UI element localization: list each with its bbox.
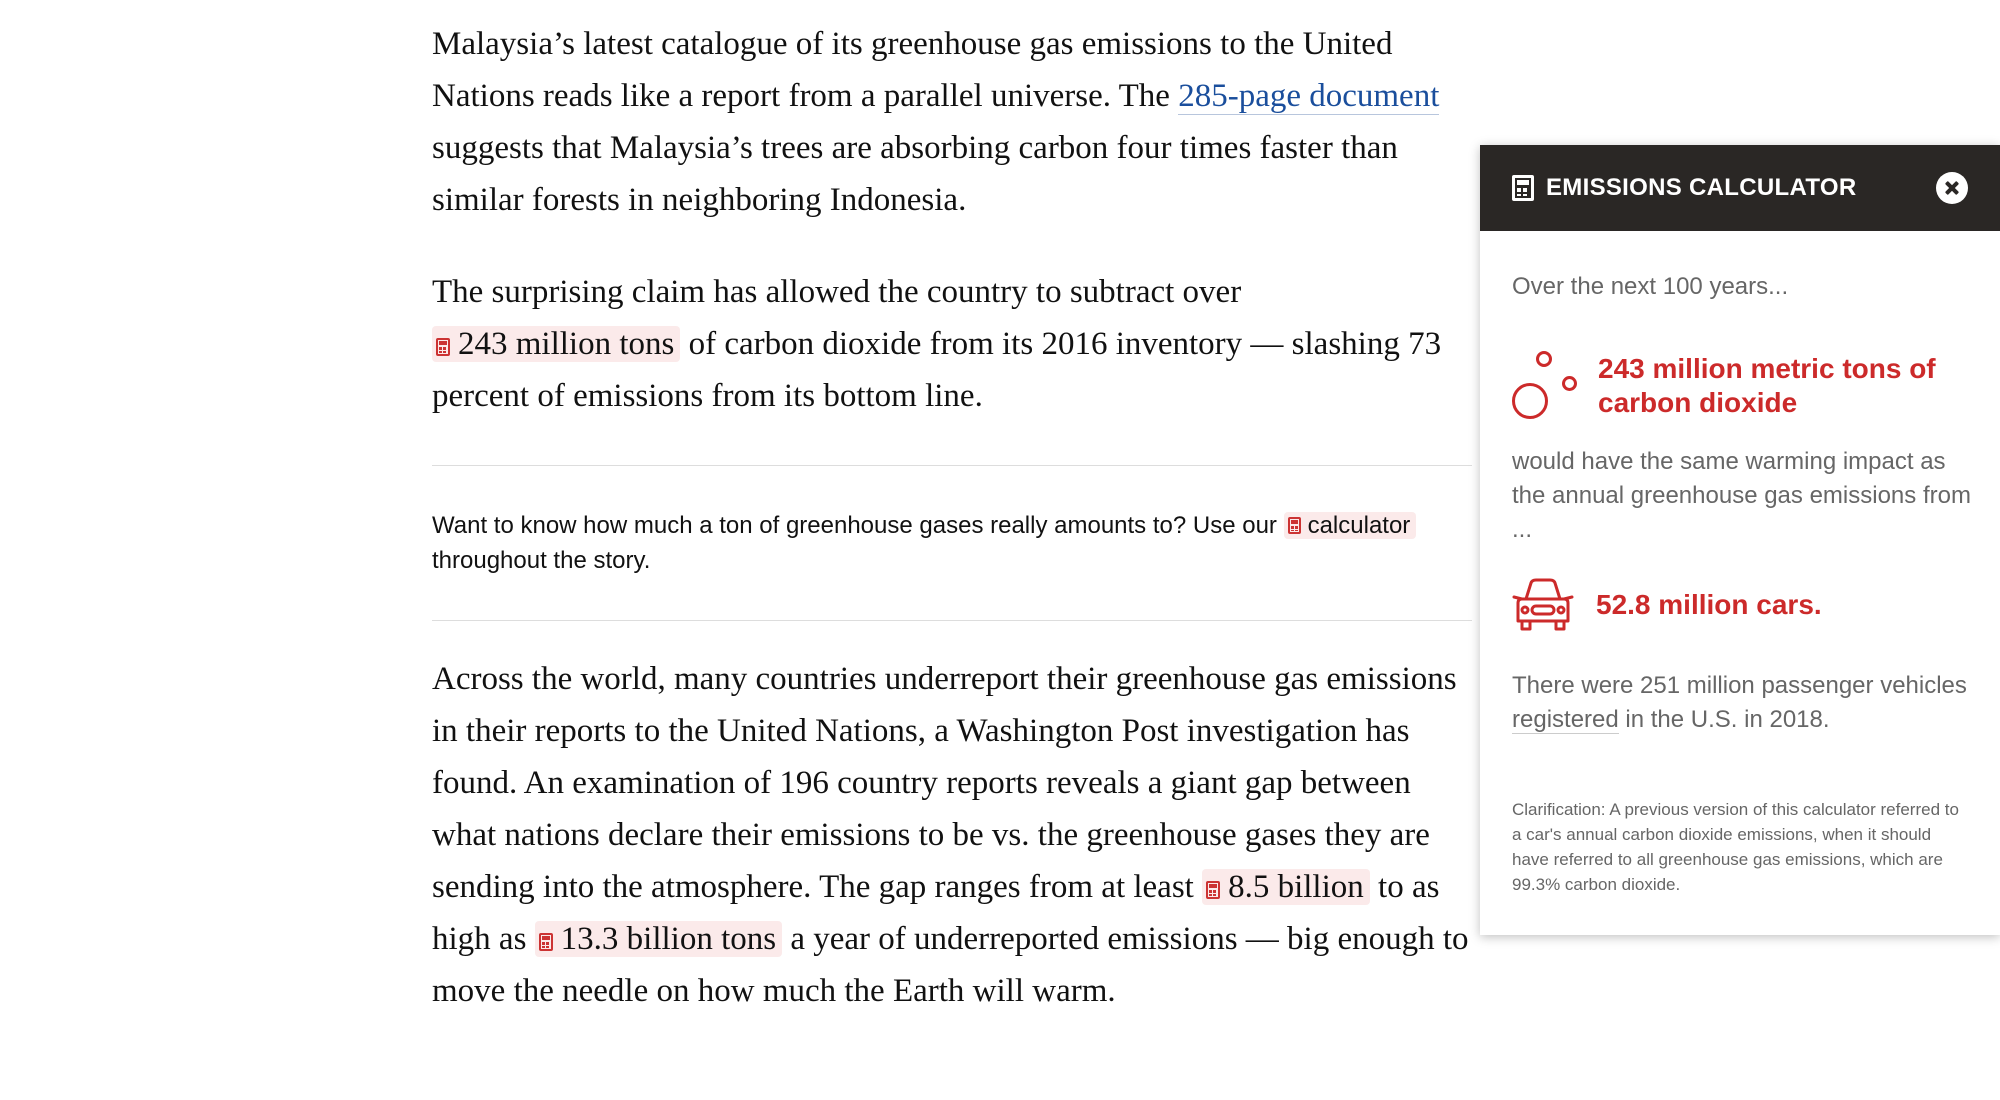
calculator-intro: Over the next 100 years...: [1512, 273, 1789, 300]
calculator-icon: [539, 933, 553, 951]
calculator-chip-243-million[interactable]: [432, 326, 680, 362]
calculator-chip-label: calculator: [1307, 512, 1411, 539]
registered-link[interactable]: registered: [1512, 706, 1619, 733]
close-button[interactable]: [1936, 172, 1968, 204]
document-link[interactable]: 285-page document: [1178, 78, 1440, 114]
calculator-icon: [1288, 517, 1301, 534]
promo-text-b: throughout the story.: [432, 547, 651, 574]
calculator-chip-label: 13.3 billion tons: [560, 921, 777, 957]
bubbles-icon: [1512, 351, 1576, 421]
paragraph-1: [432, 18, 1472, 226]
paragraph-3: [432, 653, 1472, 1017]
calculator-icon: [1512, 175, 1534, 201]
panel-title: EMISSIONS CALCULATOR: [1546, 174, 1857, 201]
emissions-calculator-panel: [1480, 145, 2000, 935]
equivalence-text: would have the same warming impact as the annual greenhouse gas emissions from ...: [1512, 448, 1971, 543]
context-text-a: There were 251 million passenger vehicles: [1512, 672, 1967, 699]
calculator-chip-promo[interactable]: [1284, 512, 1417, 539]
paragraph-2-text-b: of carbon dioxide from its 2016 inventory — slashing 73 percent of emissions from its bottom line.: [432, 326, 1442, 414]
paragraph-1-text-b: suggests that Malaysia’s trees are absorbing carbon four times faster than similar forests in neighboring Indonesia.: [432, 130, 1398, 218]
paragraph-3-text-a: Across the world, many countries underreport their greenhouse gas emissions in their reports to the United Nations, a Washington Post investigation has found. An examination of 196 country reports reveals a giant gap between what nations declare their emissions to be vs. the greenhouse gases they are sending into the atmosphere. The gap ranges from at least: [432, 661, 1457, 905]
calculator-chip-label: 8.5 billion: [1228, 869, 1364, 905]
cars-stat-row: [1512, 575, 1822, 635]
calculator-promo: [432, 466, 1472, 620]
paragraph-1-text-a: Malaysia’s latest catalogue of its greenhouse gas emissions to the United Nations reads like a report from a parallel universe. The: [432, 26, 1393, 114]
calculator-chip-label: 243 million tons: [458, 326, 675, 362]
calculator-icon: [1206, 881, 1220, 899]
context-text-b: in the U.S. in 2018.: [1618, 706, 1830, 733]
promo-text-a: Want to know how much a ton of greenhouse gases really amounts to? Use our: [432, 512, 1284, 539]
cars-stat: 52.8 million cars.: [1596, 589, 1822, 620]
panel-header: [1480, 145, 2000, 231]
paragraph-2-text-a: The surprising claim has allowed the country to subtract over: [432, 274, 1242, 310]
context-text: [1512, 669, 1972, 737]
paragraph-2: [432, 266, 1472, 422]
paragraph-3-text-c: a year of underreported emissions — big enough to move the needle on how much the Earth will warm.: [432, 921, 1469, 1009]
clarification-note: Clarification: A previous version of this calculator referred to a car's annual carbon dioxide emissions, when it should have referred to all greenhouse gas emissions, which are 99.3% carbon dioxide.: [1512, 800, 1959, 894]
calculator-chip-8-5-billion[interactable]: [1202, 869, 1370, 905]
co2-stat-row: [1512, 351, 1968, 421]
calculator-icon: [436, 338, 450, 356]
co2-stat: 243 million metric tons of carbon dioxide: [1598, 353, 1936, 418]
article-body: [432, 18, 1472, 1017]
car-icon: [1512, 575, 1574, 635]
calculator-chip-13-3-billion[interactable]: [535, 921, 782, 957]
paragraph-3-text-b: to as high as: [432, 869, 1440, 957]
